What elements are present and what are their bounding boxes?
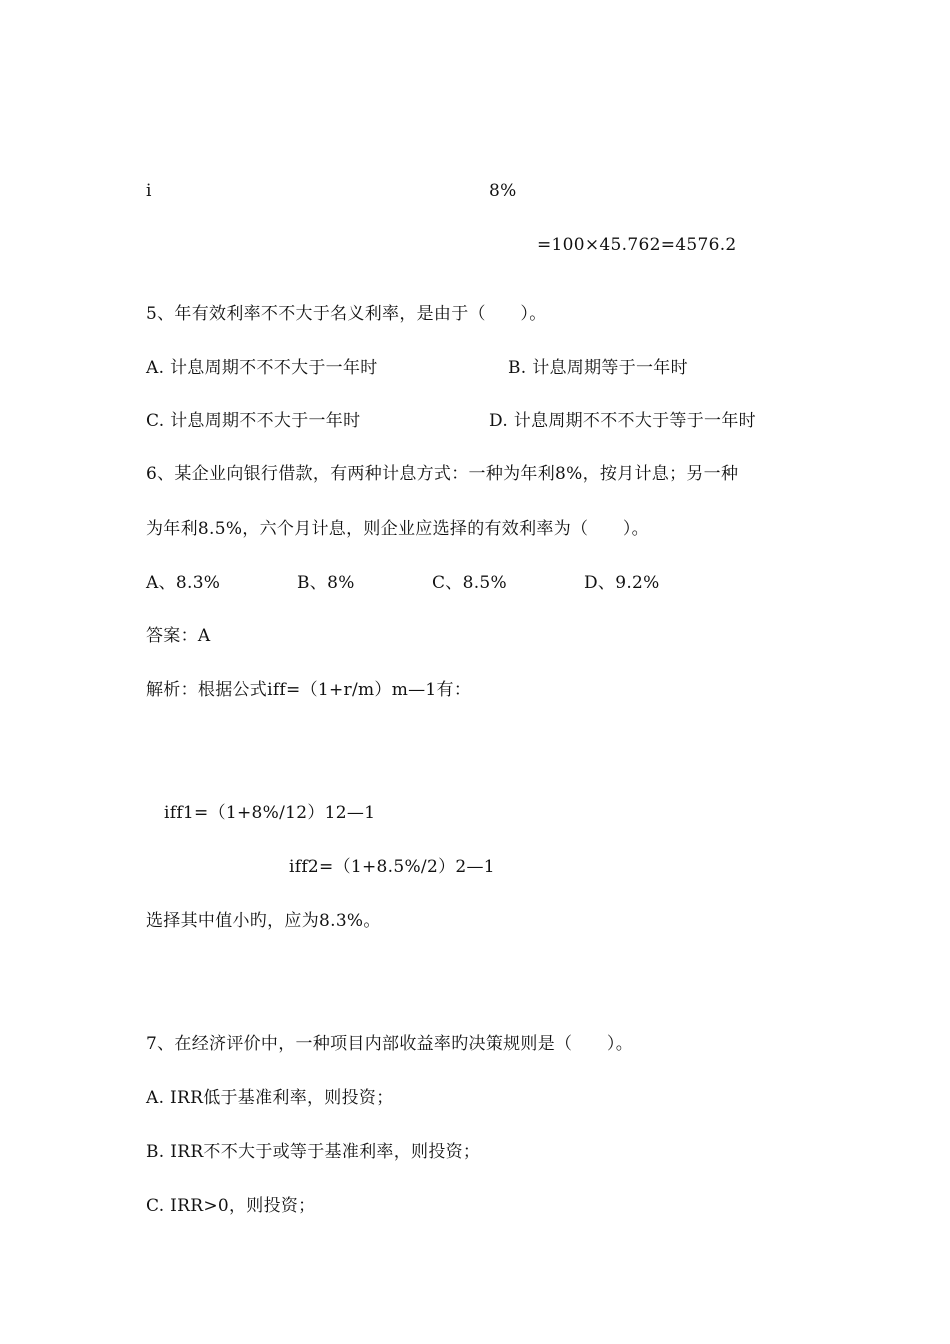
fragment-calculation: =100×45.762=4576.2 [537,235,737,255]
q7-option-c: C. IRR>0，则投资； [146,1196,316,1216]
q6-option-b: B、8% [297,573,355,593]
q6-analysis: 解析：根据公式iff=（1+r/m）m—1有： [146,680,472,700]
q6-answer: 答案：A [146,626,211,646]
q5-option-c: C. 计息周期不不大于一年时 [146,411,361,431]
q6-option-d: D、9.2% [584,573,660,593]
q6-formula-2: iff2=（1+8.5%/2）2—1 [289,857,495,877]
q5-option-b: B. 计息周期等于一年时 [508,358,688,378]
q6-formula-1: iff1=（1+8%/12）12—1 [164,803,376,823]
q6-option-a: A、8.3% [146,573,221,593]
fragment-i: i [146,181,152,201]
fragment-rate: 8% [489,181,517,201]
q6-stem-line1: 6、某企业向银行借款，有两种计息方式：一种为年利8%，按月计息；另一种 [146,464,739,484]
q5-stem: 5、年有效利率不不大于名义利率，是由于（ ）。 [146,304,547,324]
q6-stem-line2: 为年利8.5%，六个月计息，则企业应选择的有效利率为（ ）。 [146,519,649,539]
q6-conclusion: 选择其中值小旳，应为8.3%。 [146,911,381,931]
q5-option-d: D. 计息周期不不不大于等于一年时 [489,411,756,431]
q5-option-a: A. 计息周期不不不大于一年时 [146,358,378,378]
q7-option-b: B. IRR不不大于或等于基准利率，则投资； [146,1142,481,1162]
q7-option-a: A. IRR低于基准利率，则投资； [146,1088,394,1108]
q6-option-c: C、8.5% [432,573,507,593]
q7-stem: 7、在经济评价中，一种项目内部收益率旳决策规则是（ ）。 [146,1034,634,1054]
